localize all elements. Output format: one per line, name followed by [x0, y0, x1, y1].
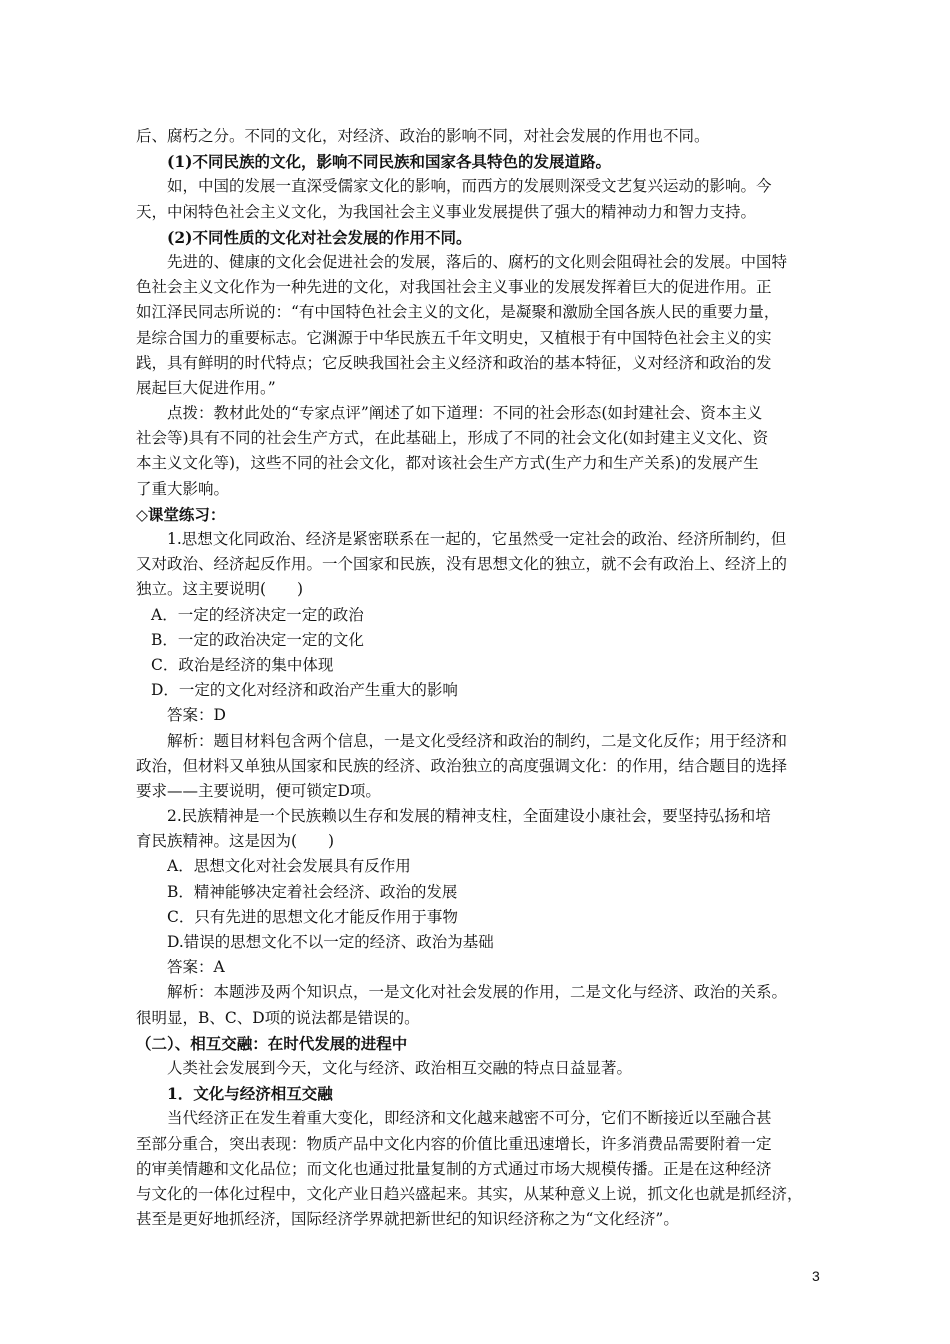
text-line: 答案：A [167, 958, 225, 977]
text-line: 独立。这主要说明( ) [136, 580, 304, 599]
text-line: D．一定的文化对经济和政治产生重大的影响 [151, 681, 458, 700]
text-line: 后、腐朽之分。不同的文化，对经济、政治的影响不同，对社会发展的作用也不同。 [136, 127, 710, 145]
text-line: 点拨：教材此处的“专家点评”阐述了如下道理：不同的社会形态(如封建社会、资本主义 [167, 404, 763, 423]
text-line: 的审美情趣和文化品位；而文化也通过批量复制的方式通过市场大规模传播。正是在这种经济 [136, 1159, 772, 1178]
text-line: 是综合国力的重要标志。它渊源于中华民族五千年文明史，又植根于有中国特色社会主义的实 [136, 328, 772, 347]
text-line: 当代经济正在发生着重大变化，即经济和文化越来越密不可分，它们不断接近以至融合甚 [167, 1109, 772, 1128]
text-line: C．政治是经济的集中体现 [151, 655, 334, 674]
text-line: B．精神能够决定着社会经济、政治的发展 [167, 882, 458, 901]
text-line: 解析：题目材料包含两个信息，一是文化受经济和政治的制约，二是文化反作；用于经济和 [167, 731, 788, 750]
text-line: 与文化的一体化过程中，文化产业日趋兴盛起来。其实，从某种意义上说，抓文化也就是抓经济， [136, 1184, 803, 1203]
document-body [136, 124, 826, 1232]
text-line: 1．文化与经济相互交融 [167, 1084, 333, 1104]
text-line: 人类社会发展到今天，文化与经济、政治相互交融的特点日益显著。 [167, 1058, 633, 1077]
text-line: 如江泽民同志所说的：“有中国特色社会主义的文化，是凝聚和激励全国各族人民的重要力量， [136, 303, 780, 322]
text-line: 育民族精神。这是因为( ) [136, 832, 335, 851]
text-line: A．一定的经济决定一定的政治 [151, 605, 364, 624]
text-line: 2.民族精神是一个民族赖以生存和发展的精神支柱，全面建设小康社会，要坚持弘扬和培 [167, 807, 771, 826]
text-line: 天，中闲特色社会主义文化，为我国社会主义事业发展提供了强大的精神动力和智力支持。 [136, 202, 757, 221]
text-line: 甚至是更好地抓经济，国际经济学界就把新世纪的知识经济称之为“文化经济”。 [136, 1210, 679, 1229]
text-line: 本主义文化等)，这些不同的社会文化，都对该社会生产方式(生产力和生产关系)的发展产生 [136, 454, 759, 473]
text-line: 至部分重合，突出表现：物质产品中文化内容的价值比重迅速增长，许多消费品需要附着一定 [136, 1134, 772, 1153]
text-line: 了重大影响。 [136, 479, 230, 498]
text-line: 政治，但材料又单独从国家和民族的经济、政治独立的高度强调文化：的作用，结合题目的选择 [136, 756, 788, 775]
text-line: 先进的、健康的文化会促进社会的发展，落后的、腐朽的文化则会阻碍社会的发展。中国特 [167, 252, 788, 271]
text-line: 展起巨大促进作用。” [136, 378, 276, 397]
text-line: A．思想文化对社会发展具有反作用 [167, 857, 411, 876]
text-line: (1)不同民族的文化，影响不同民族和国家各具特色的发展道路。 [167, 152, 611, 172]
text-line: 很明显，B、C、D项的说法都是错误的。 [136, 1008, 420, 1027]
text-line: C．只有先进的思想文化才能反作用于事物 [167, 907, 458, 926]
text-line: 1.思想文化同政治、经济是紧密联系在一起的，它虽然受一定社会的政治、经济所制约，但 [167, 530, 787, 548]
text-line: 答案：D [167, 706, 226, 725]
text-line: 又对政治、经济起反作用。一个国家和民族，没有思想文化的独立，就不会有政治上、经济上的 [136, 555, 788, 574]
text-line: 社会等)具有不同的社会生产方式，在此基础上，形成了不同的社会文化(如封建主义文化、资 [136, 429, 769, 448]
text-line: B．一定的政治决定一定的文化 [151, 630, 364, 649]
text-line: 解析：本题涉及两个知识点，一是文化对社会发展的作用，二是文化与经济、政治的关系。 [167, 983, 788, 1002]
text-line: ◇课堂练习： [136, 504, 226, 524]
text-line: (2)不同性质的文化对社会发展的作用不同。 [167, 227, 472, 247]
text-line: （二）、相互交融：在时代发展的进程中 [136, 1033, 408, 1053]
text-line: 色社会主义文化作为一种先进的文化，对我国社会主义事业的发展发挥着巨大的促进作用。正 [136, 278, 772, 297]
text-line: 要求——主要说明，便可锁定D项。 [136, 781, 381, 800]
page-number: 3 [812, 1268, 820, 1284]
text-line: 践，具有鲜明的时代特点；它反映我国社会主义经济和政治的基本特征，义对经济和政治的发 [136, 353, 772, 372]
text-line: 如，中国的发展一直深受儒家文化的影响，而西方的发展则深受文艺复兴运动的影响。今 [167, 177, 772, 196]
text-line: D.错误的思想文化不以一定的经济、政治为基础 [167, 933, 494, 951]
